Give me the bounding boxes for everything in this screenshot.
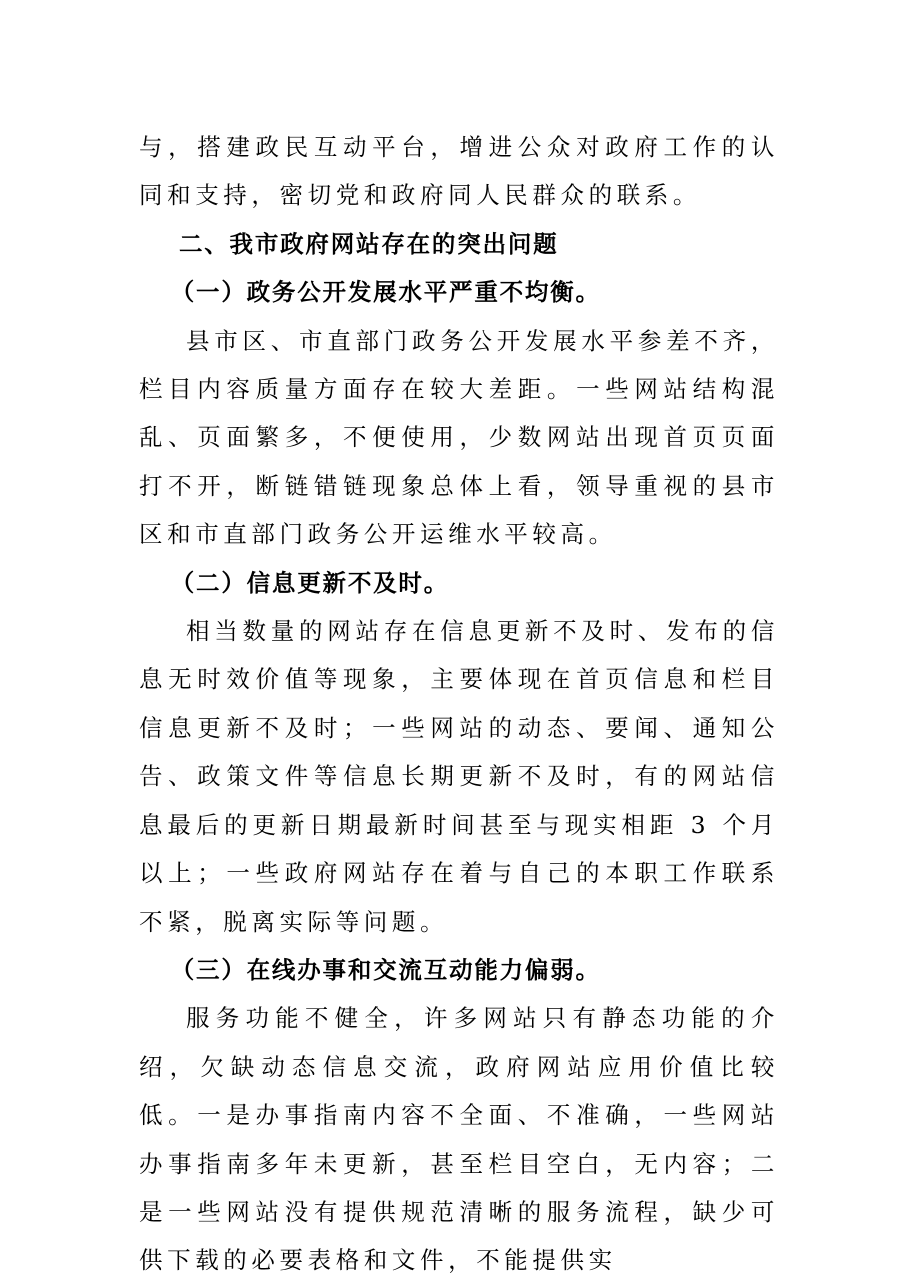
paragraph-3: 服务功能不健全，许多网站只有静态功能的介绍，欠缺动态信息交流，政府网站应用价值比较低。一是办事指南内容不全面、不准确，一些网站办事指南多年未更新，甚至栏目空白，无内容；二是一些网站没有提供规范清晰的服务流程，缺少可供下载的必要表格和文件，不能提供实	[139, 1004, 779, 1275]
subsection-heading-1: （一）政务公开发展水平严重不均衡。	[170, 278, 601, 307]
subsection-heading-3: （三）在线办事和交流互动能力偏弱。	[170, 955, 601, 984]
paragraph-1: 县市区、市直部门政务公开发展水平参差不齐，栏目内容质量方面存在较大差距。一些网站结构混乱、页面繁多，不便使用，少数网站出现首页页面打不开，断链错链现象总体上看，领导重视的县市区和市直部门政务公开运维水平较高。	[139, 326, 779, 549]
paragraph-2: 相当数量的网站存在信息更新不及时、发布的信息无时效价值等现象，主要体现在首页信息和栏目信息更新不及时；一些网站的动态、要闻、通知公告、政策文件等信息长期更新不及时，有的网站信息最后的更新日期最新时间甚至与现实相距 3 个月以上；一些政府网站存在着与自己的本职工作联系不紧，脱离实际等问题。	[139, 617, 779, 936]
paragraph-continued: 与，搭建政民互动平台，增进公众对政府工作的认同和支持，密切党和政府同人民群众的联系。	[139, 133, 779, 210]
document-body	[139, 123, 779, 1285]
section-heading: 二、我市政府网站存在的突出问题	[178, 229, 559, 258]
subsection-heading-2: （二）信息更新不及时。	[170, 568, 450, 597]
